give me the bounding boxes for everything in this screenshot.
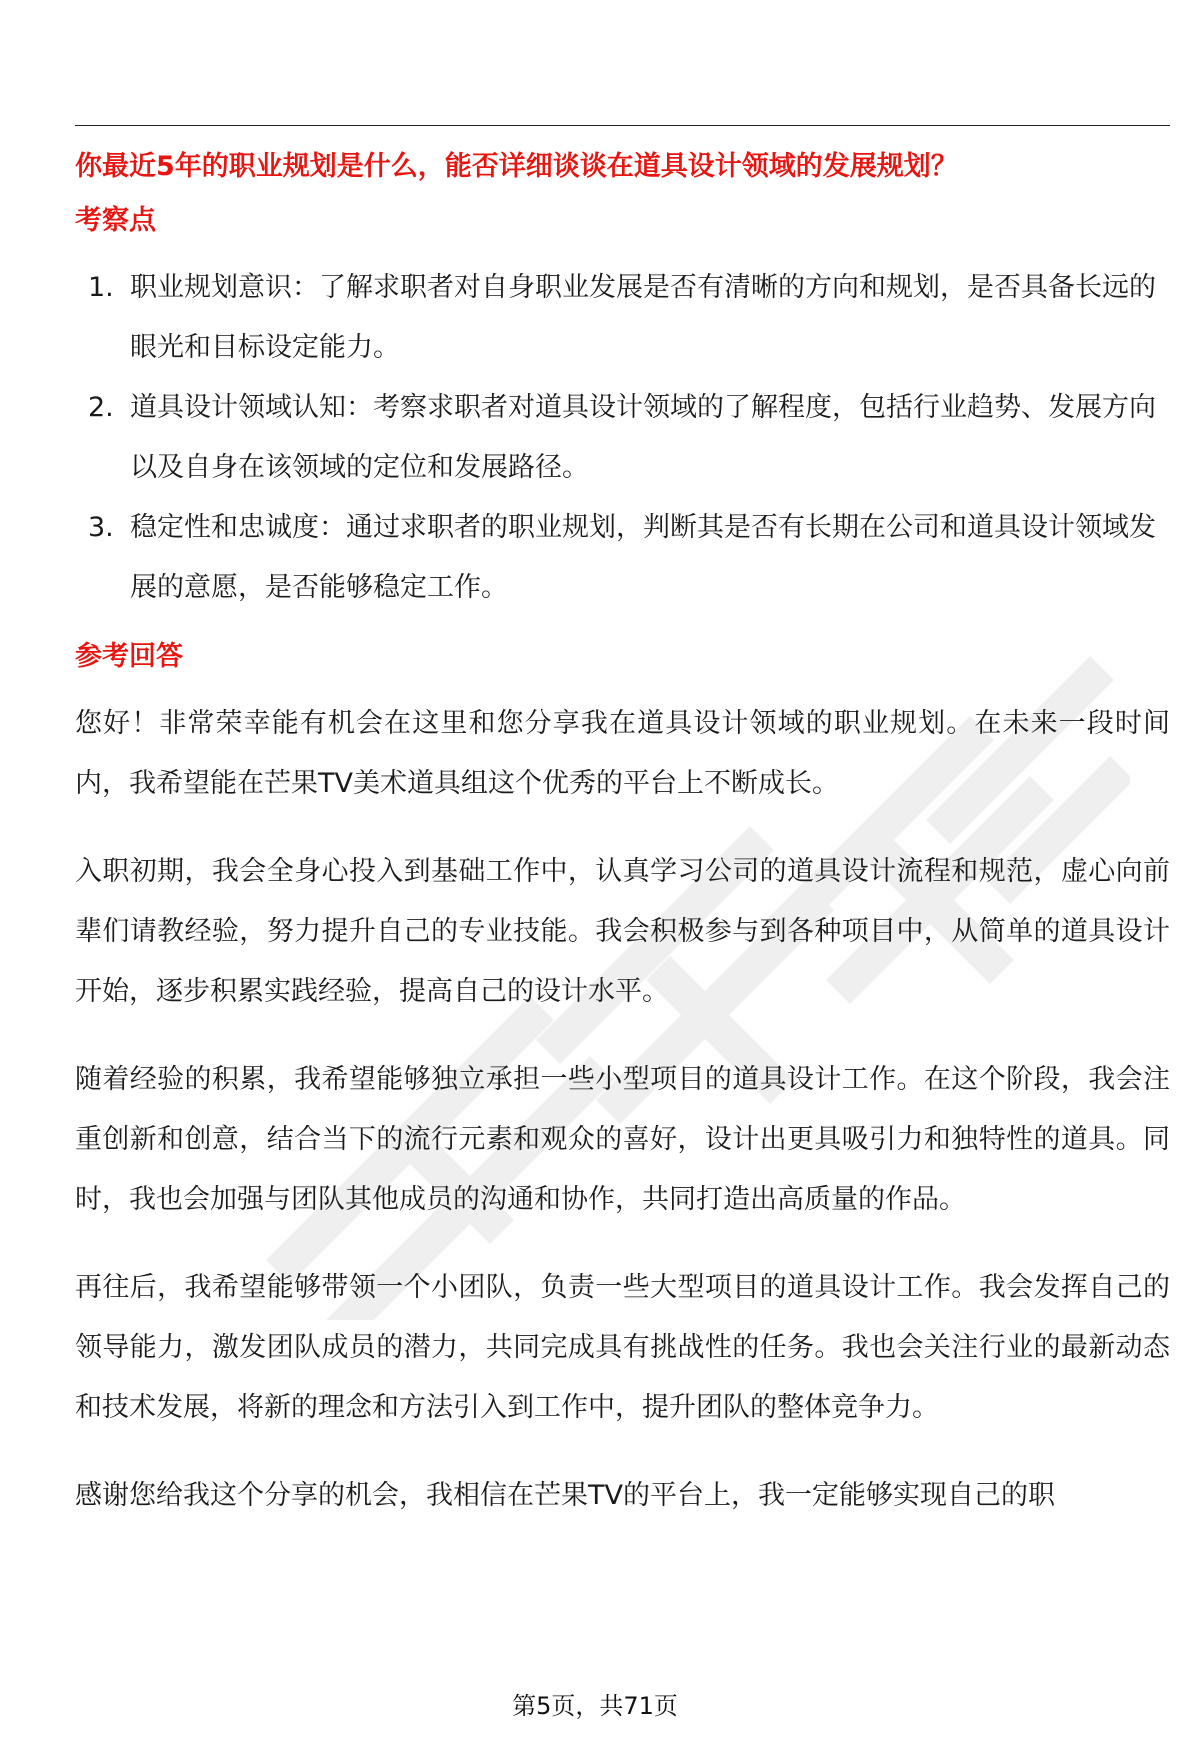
header-rule xyxy=(75,125,1170,126)
answer-paragraph: 再往后，我希望能够带领一个小团队，负责一些大型项目的道具设计工作。我会发挥自己的领导能力，激发团队成员的潜力，共同完成具有挑战性的任务。我也会关注行业的最新动态和技术发展，将新的理念和方法引入到工作中，提升团队的整体竞争力。 xyxy=(75,1272,1170,1423)
answer-heading: 参考回答 xyxy=(75,641,183,672)
list-item xyxy=(75,378,1170,498)
list-item xyxy=(75,498,1170,618)
list-item-text: 道具设计领域认知：考察求职者对道具设计领域的了解程度，包括行业趋势、发展方向以及自身在该领域的定位和发展路径。 xyxy=(130,392,1156,483)
list-item xyxy=(75,258,1170,378)
answer-paragraph: 入职初期，我会全身心投入到基础工作中，认真学习公司的道具设计流程和规范，虚心向前辈们请教经验，努力提升自己的专业技能。我会积极参与到各种项目中，从简单的道具设计开始，逐步积累实践经验，提高自己的设计水平。 xyxy=(75,856,1170,1007)
main-content xyxy=(75,140,1170,1554)
assessment-heading: 考察点 xyxy=(75,205,156,236)
list-item-number: 2. xyxy=(88,392,114,423)
answer-paragraph: 您好！非常荣幸能有机会在这里和您分享我在道具设计领域的职业规划。在未来一段时间内，我希望能在芒果TV美术道具组这个优秀的平台上不断成长。 xyxy=(75,708,1170,799)
answer-paragraph: 感谢您给我这个分享的机会，我相信在芒果TV的平台上，我一定能够实现自己的职 xyxy=(75,1480,1055,1511)
assessment-list xyxy=(75,258,1170,618)
page-number: 第5页，共71页 xyxy=(512,1692,678,1720)
answer-paragraph: 随着经验的积累，我希望能够独立承担一些小型项目的道具设计工作。在这个阶段，我会注重创新和创意，结合当下的流行元素和观众的喜好，设计出更具吸引力和独特性的道具。同时，我也会加强与团队其他成员的沟通和协作，共同打造出高质量的作品。 xyxy=(75,1064,1170,1215)
list-item-number: 3. xyxy=(88,512,114,543)
question-title: 你最近5年的职业规划是什么，能否详细谈谈在道具设计领域的发展规划？ xyxy=(75,151,958,182)
list-item-number: 1. xyxy=(88,272,114,303)
list-item-text: 稳定性和忠诚度：通过求职者的职业规划，判断其是否有长期在公司和道具设计领域发展的意愿，是否能够稳定工作。 xyxy=(130,512,1156,603)
list-item-text: 职业规划意识：了解求职者对自身职业发展是否有清晰的方向和规划，是否具备长远的眼光和目标设定能力。 xyxy=(130,272,1156,363)
